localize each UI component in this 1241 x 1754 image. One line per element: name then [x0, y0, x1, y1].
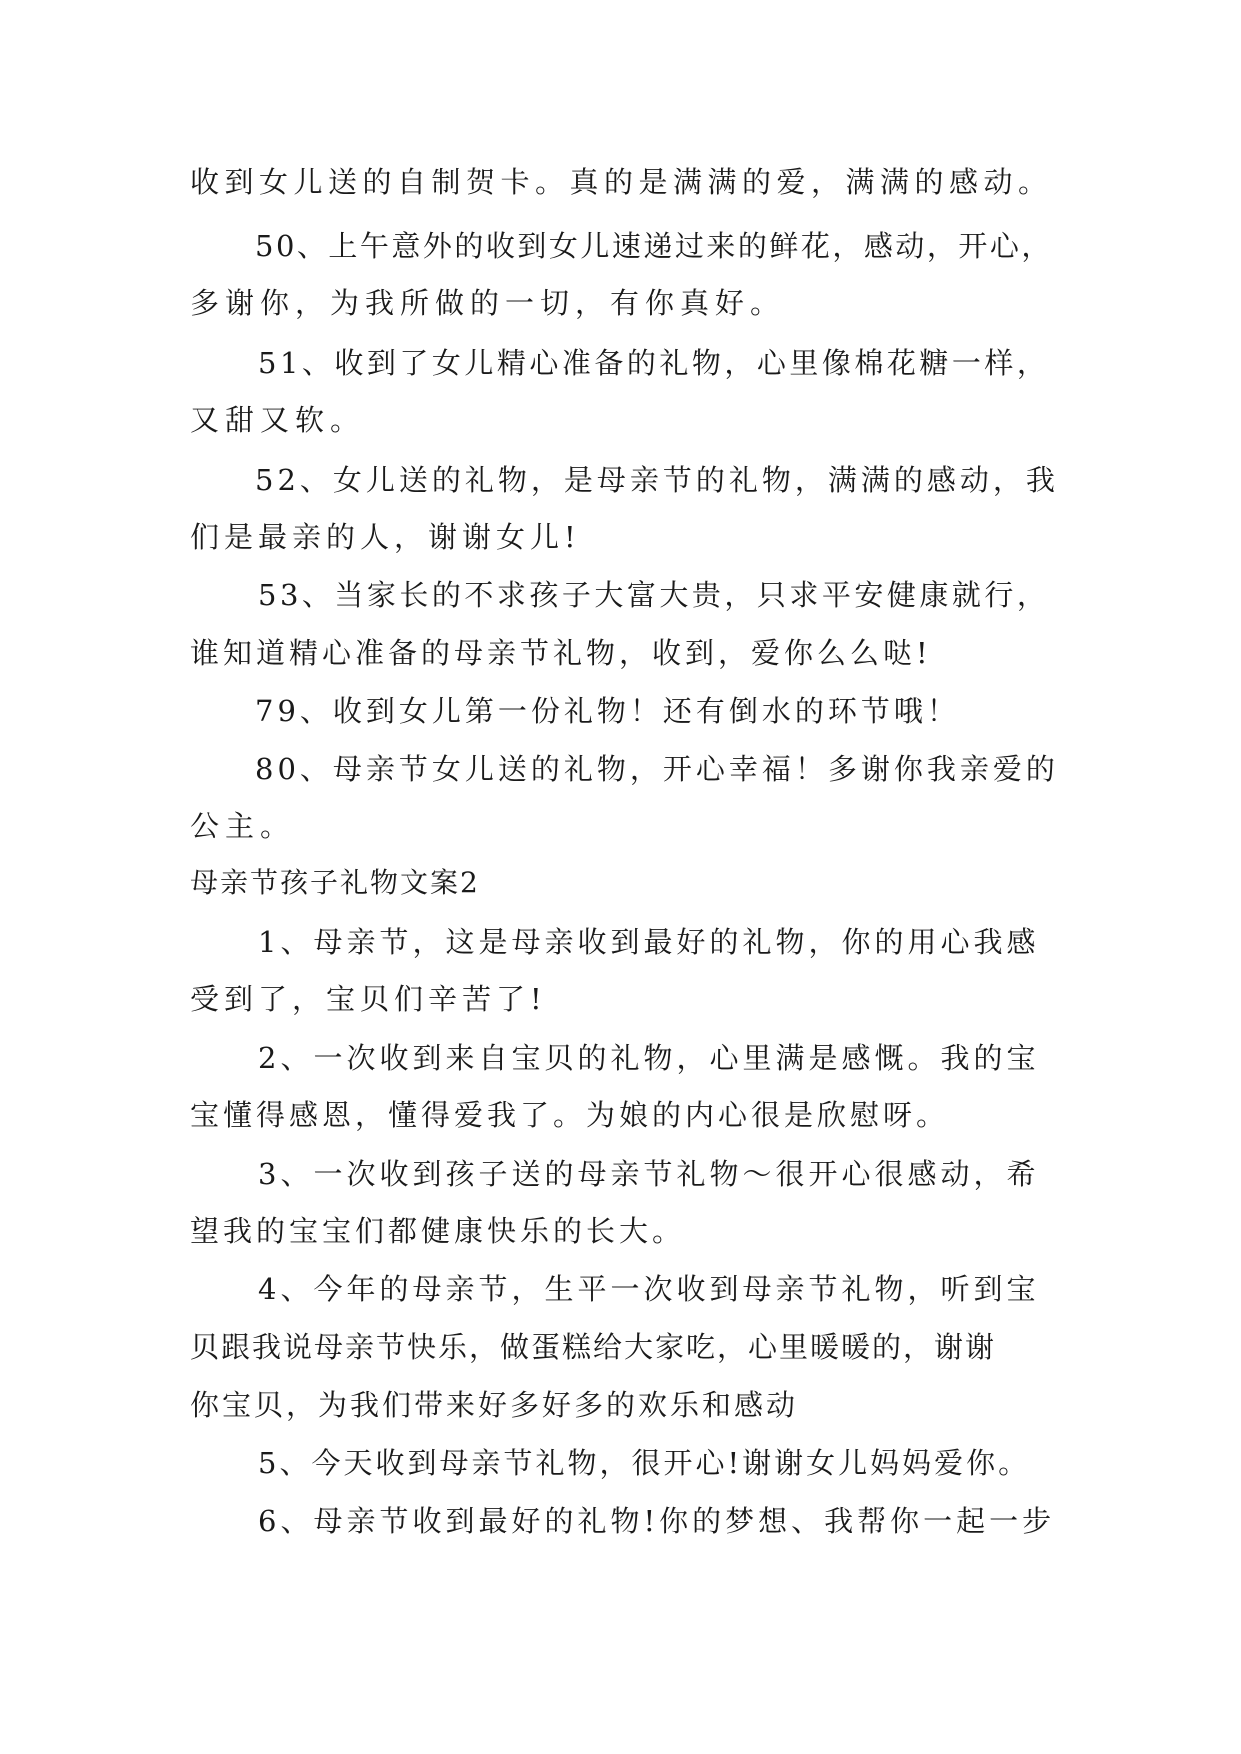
text-line: 3、一次收到孩子送的母亲节礼物～很开心很感动，希: [258, 1157, 1040, 1191]
text-line: 50、上午意外的收到女儿速递过来的鲜花，感动，开心，: [255, 229, 1053, 263]
text-line: 们是最亲的人，谢谢女儿!: [190, 520, 581, 554]
text-line: 受到了，宝贝们辛苦了!: [190, 982, 547, 1016]
text-line: 贝跟我说母亲节快乐，做蛋糕给大家吃，心里暖暖的，谢谢: [190, 1330, 997, 1364]
text-line: 你宝贝，为我们带来好多好多的欢乐和感动: [190, 1388, 799, 1422]
text-line: 4、今年的母亲节，生平一次收到母亲节礼物，听到宝: [258, 1272, 1040, 1306]
text-line: 79、收到女儿第一份礼物！还有倒水的环节哦！: [255, 694, 960, 728]
text-line: 1、母亲节，这是母亲收到最好的礼物，你的用心我感: [258, 925, 1040, 959]
text-line: 多谢你，为我所做的一切，有你真好。: [190, 286, 786, 320]
text-line: 52、女儿送的礼物，是母亲节的礼物，满满的感动，我: [255, 463, 1059, 497]
text-line: 51、收到了女儿精心准备的礼物，心里像棉花糖一样，: [258, 346, 1050, 380]
text-line: 2、一次收到来自宝贝的礼物，心里满是感慨。我的宝: [258, 1041, 1040, 1075]
text-line: 望我的宝宝们都健康快乐的长大。: [190, 1214, 686, 1248]
text-line: 80、母亲节女儿送的礼物，开心幸福！多谢你我亲爱的: [255, 752, 1059, 786]
text-line: 又甜又软。: [190, 403, 366, 437]
section-heading: 母亲节孩子礼物文案2: [190, 866, 480, 899]
text-line: 6、母亲节收到最好的礼物!你的梦想、我帮你一起一步: [258, 1504, 1056, 1538]
text-line: 公主。: [190, 809, 296, 843]
text-line: 宝懂得感恩，懂得爱我了。为娘的内心很是欣慰呀。: [190, 1098, 950, 1132]
text-line: 5、今天收到母亲节礼物，很开心!谢谢女儿妈妈爱你。: [258, 1446, 1031, 1480]
text-line: 收到女儿送的自制贺卡。真的是满满的爱，满满的感动。: [190, 165, 1053, 199]
text-line: 53、当家长的不求孩子大富大贵，只求平安健康就行，: [258, 578, 1050, 612]
text-line: 谁知道精心准备的母亲节礼物，收到，爱你么么哒!: [190, 636, 932, 670]
